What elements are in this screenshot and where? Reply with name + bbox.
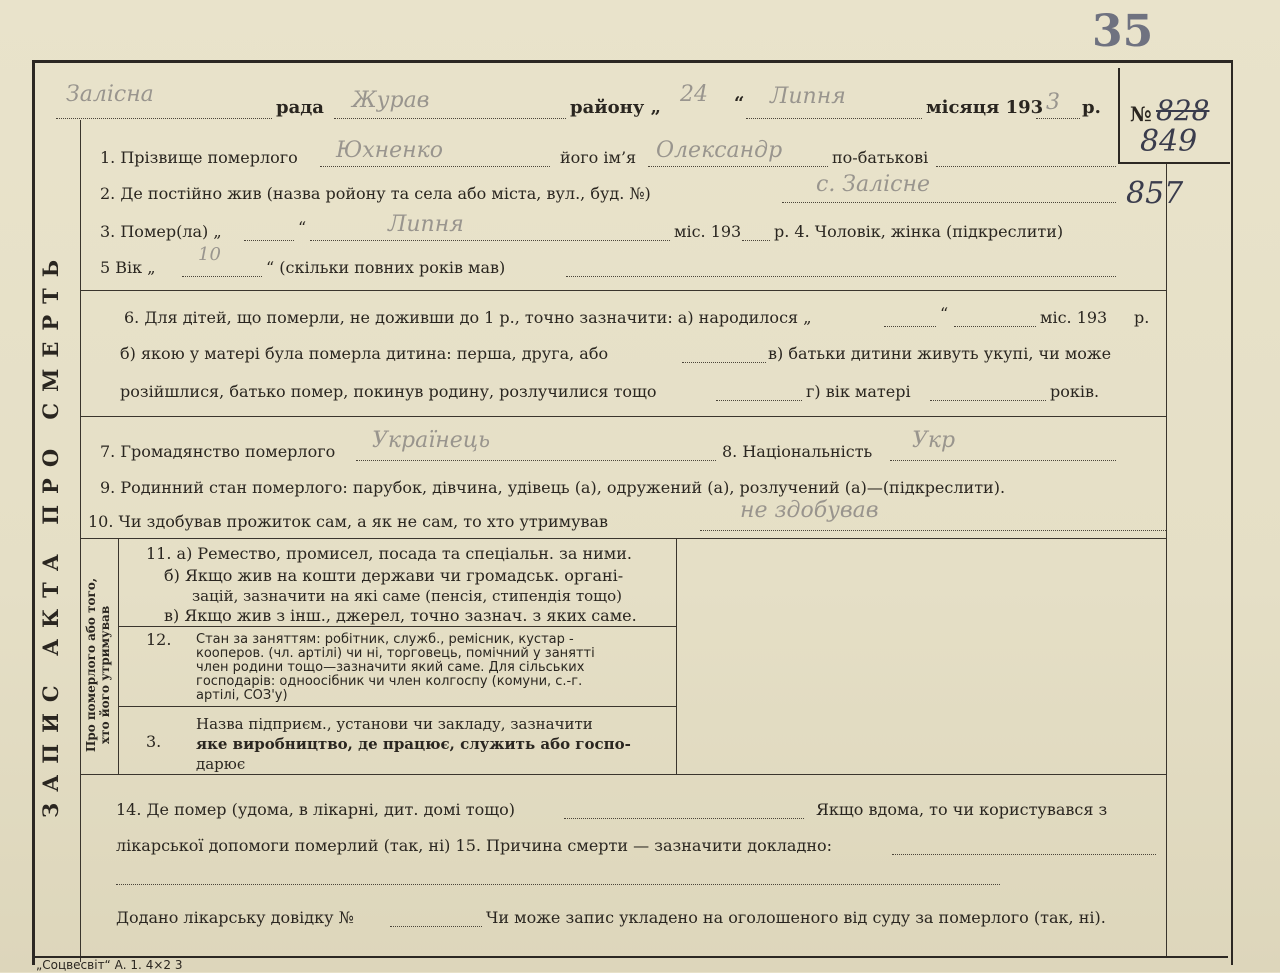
- row5-age-label: 5 Вік „: [100, 258, 156, 277]
- row1-patronymic-label: по-батькові: [832, 148, 929, 167]
- row16-certificate-label: Додано лікарську довідку №: [116, 908, 354, 927]
- hand-age: 10: [198, 244, 221, 265]
- row6-line2a: б) якою у матері була померла дитина: перша, друга, або: [120, 344, 609, 363]
- hand-district: Журав: [352, 88, 430, 113]
- hand-year: 3: [1046, 90, 1060, 115]
- row1-name-label: його ім’я: [560, 148, 637, 167]
- row12c: член родини тощо—зазначити який саме. Для сільських: [196, 660, 585, 675]
- header-rada: рада: [276, 97, 324, 118]
- row6-line3a: розійшлися, батько помер, покинув родину, розлучилися тощо: [120, 382, 657, 401]
- row10-support-label: 10. Чи здобував прожиток сам, а як не сам, то хто утримував: [88, 512, 609, 531]
- header-misyatsya: місяця 193: [926, 97, 1044, 118]
- row6-line3b: г) вік матері: [806, 382, 911, 401]
- row15-cause-label: лікарської допомоги померлий (так, ні) 15. Причина смерти — зазначити докладно:: [116, 836, 832, 855]
- row14-home-label: Якщо вдома, то чи користувався з: [816, 800, 1108, 819]
- row11b: б) Якщо жив на кошти держави чи громадськ. органі-: [164, 566, 624, 585]
- row12b: кооперов. (чл. артілі) чи ні, торговець, помічний у заняттi: [196, 646, 595, 661]
- row3-died-label: 3. Помер(ла) „: [100, 222, 222, 241]
- row13c: дарює: [196, 755, 246, 773]
- row12a: Стан за заняттям: робітник, служб., ремісник, кустар -: [196, 632, 574, 647]
- side-subtitle-1: Про померлого або того,: [84, 577, 98, 752]
- hand-nationality: Укр: [912, 428, 956, 453]
- header-r: р.: [1082, 97, 1101, 118]
- row12e: артілі, СОЗ'у): [196, 688, 288, 703]
- row6-line3c: років.: [1050, 382, 1100, 401]
- row16-court-label: Чи може запис укладено на оголошеного від суду за померлого (так, ні).: [486, 908, 1106, 927]
- hand-citizenship: Українець: [372, 428, 491, 453]
- register-number-below: 857: [1126, 176, 1184, 211]
- row6-r: р.: [1134, 308, 1150, 327]
- register-number-current: 849: [1140, 124, 1198, 159]
- row14-place-label: 14. Де помер (удома, в лікарні, дит. домі тощо): [116, 800, 515, 819]
- footer-printer: „Соцвесвіт“ А. 1. 4×2 3: [36, 958, 183, 972]
- hand-month: Липня: [770, 84, 846, 109]
- row3-sex-label: р. 4. Чоловік, жінка (підкреслити): [774, 222, 1064, 241]
- row13b: яке виробництво, де працює, служить або госпо-: [196, 735, 631, 753]
- row12-number: 12.: [146, 630, 172, 649]
- row2-residence-label: 2. Де постійно жив (назва ройону та села або міста, вул., буд. №): [100, 184, 651, 203]
- row9-marital: 9. Родинний стан померлого: парубок, дівчина, удівець (а), одружений (а), розлучений (а)—(підкреслити).: [100, 478, 1006, 497]
- row1-surname-label: 1. Прізвище померлого: [100, 148, 298, 167]
- header-rayonu: району „: [570, 97, 661, 118]
- hand-day: 24: [680, 82, 708, 107]
- row11a: 11. а) Ремество, промисел, посада та спеціальн. за ними.: [146, 544, 632, 563]
- hand-council: Залісна: [66, 82, 154, 107]
- side-title: ЗАПИС АКТА ПРО СМЕРТЬ: [38, 248, 63, 818]
- row13a: Назва підприєм., установи чи закладу, зазначити: [196, 715, 593, 733]
- row3-month-label: міс. 193: [674, 222, 742, 241]
- side-subtitle-2: хто його утримував: [98, 605, 112, 744]
- row8-nationality-label: 8. Національність: [722, 442, 873, 461]
- row12d: господарів: одноосібник чи член колгоспу (комуни, с.-г.: [196, 674, 583, 689]
- row11c: зацій, зазначити на які саме (пенсія, стипендія тощо): [192, 587, 623, 605]
- register-number-prefix: №: [1130, 102, 1152, 126]
- hand-residence: с. Залісне: [816, 172, 931, 197]
- row5-age-hint: “ (скільки повних років мав): [266, 258, 506, 277]
- register-number-struck: 828: [1156, 94, 1210, 127]
- hand-surname: Юхненко: [336, 138, 444, 163]
- row6-month: міс. 193: [1040, 308, 1108, 327]
- row11d: в) Якщо жив з інш., джерел, точно зазнач. з яких саме.: [164, 606, 637, 625]
- row13-number: 3.: [146, 732, 162, 751]
- page-number: 35: [1092, 6, 1154, 57]
- hand-firstname: Олександр: [656, 138, 783, 163]
- row6-line1: 6. Для дітей, що померли, не доживши до 1 р., точно зазначити: а) народилося „: [124, 308, 812, 327]
- hand-support: не здобував: [740, 498, 879, 523]
- row6-quote: “: [940, 304, 949, 323]
- row3-quote: “: [298, 218, 307, 237]
- header-day-quote: “: [734, 93, 745, 114]
- row7-citizenship-label: 7. Громадянство померлого: [100, 442, 336, 461]
- hand-died-month: Липня: [388, 212, 464, 237]
- row6-line2b: в) батьки дитини живуть укупі, чи може: [768, 344, 1112, 363]
